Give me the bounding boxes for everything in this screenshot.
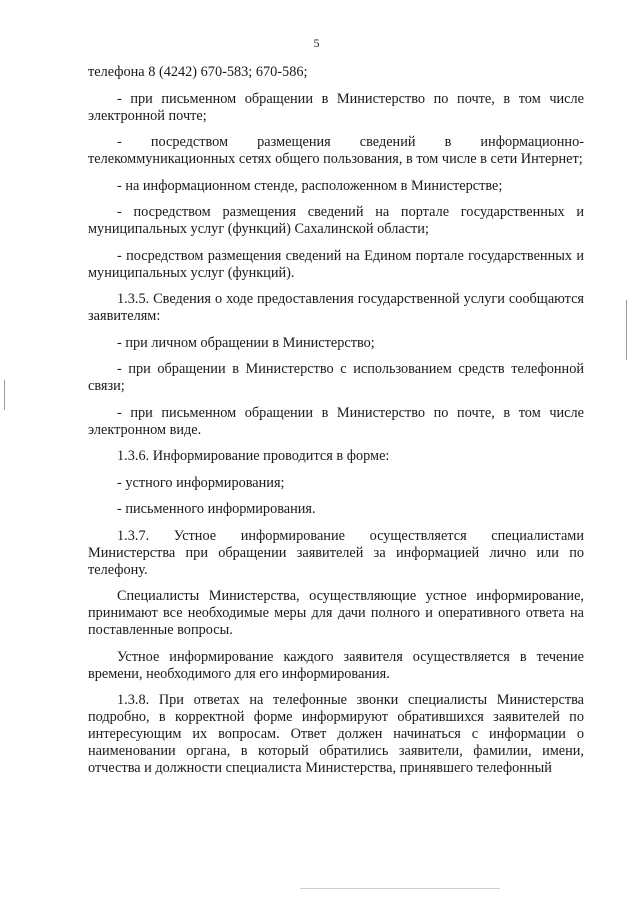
scan-artifact-left — [4, 380, 5, 410]
paragraph-section-1-3-5: 1.3.5. Сведения о ходе предоставления государственной услуги сообщаются заявителям: — [88, 291, 584, 324]
paragraph-oral-form: - устного информирования; — [117, 474, 285, 491]
paragraph-telephone-request: - при обращении в Министерство с использованием средств телефонной связи; — [88, 361, 584, 394]
paragraph-personal-request: - при личном обращении в Министерство; — [117, 334, 375, 351]
paragraph-oral-info-duration: Устное информирование каждого заявителя осуществляется в течение времени, необходимого для его информирования. — [88, 648, 584, 682]
paragraph-section-1-3-8: 1.3.8. При ответах на телефонные звонки специалисты Министерства подробно, в корректной форме информируют обратившихся заявителей по интересующим их вопросам. Ответ должен начинаться с информации о наименовании органа, в который обратились заявители, фамилии, имени, отчества и должности специалиста Министерства, принявшего телефонный — [88, 692, 584, 776]
paragraph-info-stand: - на информационном стенде, расположенном в Министерстве; — [117, 177, 503, 194]
scan-artifact-right — [626, 300, 627, 360]
paragraph-unified-portal: - посредством размещения сведений на Едином портале государственных и муниципальных услуг (функций). — [88, 247, 584, 281]
paragraph-section-1-3-7: 1.3.7. Устное информирование осуществляется специалистами Министерства при обращении заявителей за информацией лично или по телефону. — [88, 527, 584, 578]
paragraph-phone-numbers: телефона 8 (4242) 670-583; 670-586; — [88, 64, 308, 80]
page-number: 5 — [313, 36, 320, 50]
document-body — [88, 64, 584, 777]
paragraph-specialists-measures: Специалисты Министерства, осуществляющие устное информирование, принимают все необходимые меры для дачи полного и оперативного ответа на поставленные вопросы. — [88, 588, 584, 638]
paragraph-written-form: - письменного информирования. — [117, 501, 316, 517]
paragraph-internet-posting: - посредством размещения сведений в информационно-телекоммуникационных сетях общего пользования, в том числе в сети Интернет; — [88, 134, 584, 167]
paragraph-section-1-3-6: 1.3.6. Информирование проводится в форме: — [117, 448, 390, 464]
paragraph-written-request-electronic: - при письменном обращении в Министерство по почте, в том числе электронном виде. — [88, 404, 584, 438]
paragraph-regional-portal: - посредством размещения сведений на портале государственных и муниципальных услуг (функций) Сахалинской области; — [88, 204, 584, 237]
paragraph-written-request-email: - при письменном обращении в Министерство по почте, в том числе электронной почте; — [88, 90, 584, 124]
scan-artifact-bottom — [300, 888, 500, 889]
